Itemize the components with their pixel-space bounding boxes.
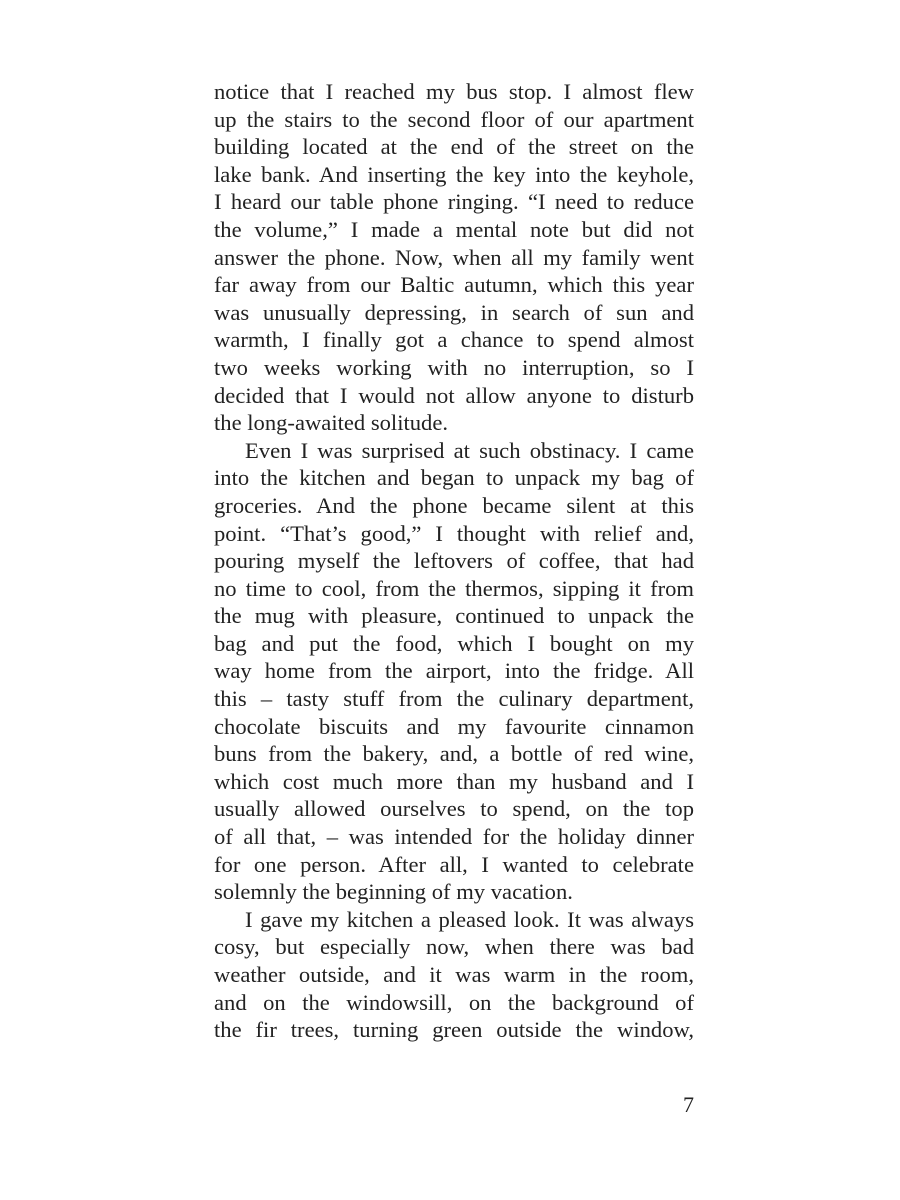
text-line: warmth, I finally got a chance to spend almost — [214, 327, 694, 353]
text-line: far away from our Baltic autumn, which this year — [214, 272, 694, 298]
text-line: cosy, but especially now, when there was bad — [214, 934, 694, 960]
text-line: into the kitchen and began to unpack my bag of — [214, 465, 694, 491]
paragraph-2 — [214, 437, 694, 906]
text-line: bag and put the food, which I bought on my — [214, 630, 694, 656]
text-line: up the stairs to the second floor of our apartment — [214, 106, 694, 132]
text-line: decided that I would not allow anyone to disturb — [214, 382, 694, 408]
text-line: two weeks working with no interruption, so I — [214, 354, 694, 380]
text-line: the fir trees, turning green outside the window, — [214, 1017, 694, 1043]
text-line: notice that I reached my bus stop. I almost flew — [214, 79, 694, 104]
text-line: weather outside, and it was warm in the room, — [214, 962, 694, 987]
text-line: groceries. And the phone became silent at this — [214, 492, 694, 518]
text-line: which cost much more than my husband and I — [214, 768, 694, 794]
text-line: answer the phone. Now, when all my family went — [214, 244, 694, 270]
text-line: way home from the airport, into the fridge. All — [214, 658, 694, 684]
text-line: I heard our table phone ringing. “I need to reduce — [214, 189, 694, 215]
text-line: building located at the end of the street on the — [214, 134, 694, 160]
page-number: 7 — [683, 1092, 694, 1117]
text-line: the volume,” I made a mental note but did not — [214, 216, 694, 242]
book-page-text — [214, 78, 694, 1044]
text-line: the long-awaited solitude. — [214, 410, 449, 436]
text-line: I gave my kitchen a pleased look. It was always — [245, 906, 694, 932]
text-line: usually allowed ourselves to spend, on the top — [214, 796, 694, 822]
text-line: no time to cool, from the thermos, sipping it from — [214, 575, 694, 601]
text-line: for one person. After all, I wanted to celebrate — [214, 851, 694, 877]
text-line: of all that, – was intended for the holiday dinner — [214, 824, 694, 850]
text-line: Even I was surprised at such obstinacy. I came — [245, 437, 694, 463]
text-line: this – tasty stuff from the culinary department, — [214, 686, 694, 712]
paragraph-3 — [214, 906, 694, 1044]
text-line: point. “That’s good,” I thought with relief and, — [214, 520, 694, 546]
text-line: chocolate biscuits and my favourite cinnamon — [214, 713, 694, 739]
text-line: solemnly the beginning of my vacation. — [214, 879, 573, 905]
text-line: pouring myself the leftovers of coffee, that had — [214, 548, 694, 574]
text-line: lake bank. And inserting the key into the keyhole, — [214, 161, 694, 187]
text-line: was unusually depressing, in search of sun and — [214, 299, 694, 325]
text-line: buns from the bakery, and, a bottle of red wine, — [214, 741, 694, 767]
text-line: the mug with pleasure, continued to unpack the — [214, 603, 694, 629]
paragraph-1 — [214, 78, 694, 437]
text-line: and on the windowsill, on the background of — [214, 989, 694, 1015]
